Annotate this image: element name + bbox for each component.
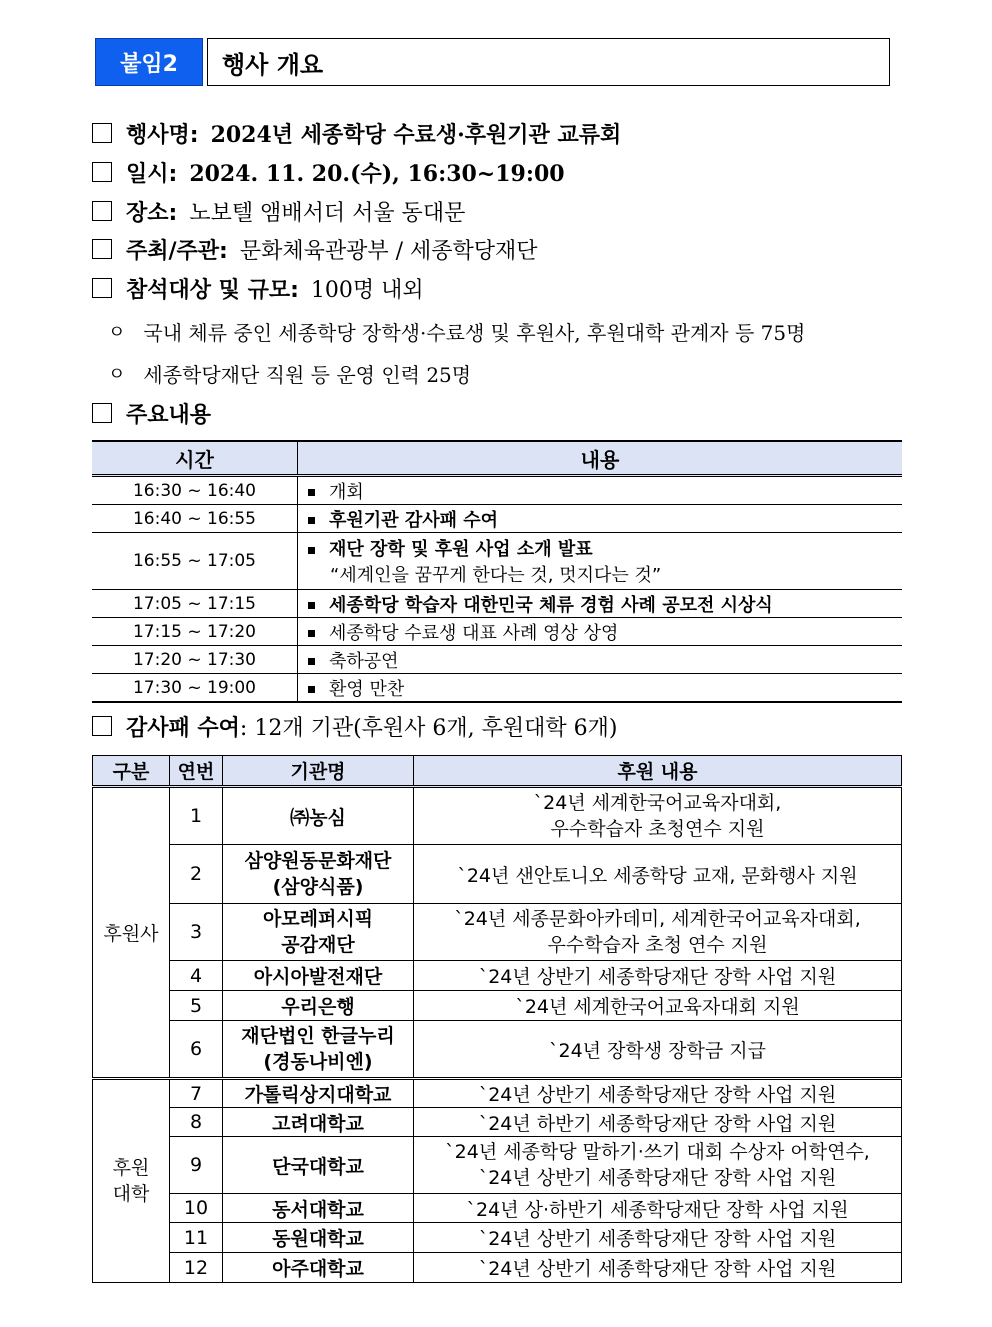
row-no: 4 (170, 961, 223, 991)
table-row (93, 1223, 902, 1253)
org-name: 아시아발전재단 (223, 961, 414, 991)
checkbox-icon (92, 403, 112, 423)
support-content: `24년 상반기 세종학당재단 장학 사업 지원 (414, 1253, 902, 1283)
awards-table (92, 755, 902, 1283)
schedule-content: 세종학당 학습자 대한민국 체류 경험 사례 공모전 시상식 (298, 590, 903, 618)
square-bullet-icon (308, 517, 315, 524)
attend-item-text: 국내 체류 중인 세종학당 장학생·수료생 및 후원사, 후원대학 관계자 등 75명 (143, 320, 806, 345)
table-row (93, 961, 902, 991)
table-row (93, 1194, 902, 1223)
table-row (93, 1137, 902, 1194)
schedule-time: 17:05 ~ 17:15 (92, 590, 298, 618)
event-name-line (92, 115, 621, 151)
event-attend-value: 100명 내외 (310, 277, 424, 303)
group-sponsors: 후원사 (93, 787, 170, 1079)
schedule-time: 16:40 ~ 16:55 (92, 505, 298, 533)
col-header-time: 시간 (92, 441, 298, 476)
row-no: 10 (170, 1194, 223, 1223)
org-name: 가톨릭상지대학교 (223, 1079, 414, 1108)
support-content: `24년 세계한국어교육자대회 지원 (414, 991, 902, 1021)
row-no: 1 (170, 787, 223, 845)
event-place-value: 노보텔 앰배서더 서울 동대문 (189, 200, 466, 226)
attend-item (108, 355, 471, 391)
checkbox-icon (92, 716, 112, 736)
table-header-row (92, 441, 902, 476)
col-header-group: 구분 (93, 756, 170, 787)
col-header-content: 후원 내용 (414, 756, 902, 787)
schedule-time: 16:30 ~ 16:40 (92, 476, 298, 505)
table-row (92, 505, 902, 533)
table-row (93, 1079, 902, 1108)
org-name: 동서대학교 (223, 1194, 414, 1223)
org-name: 재단법인 한글누리 (경동나비엔) (223, 1021, 414, 1079)
support-content: `24년 상반기 세종학당재단 장학 사업 지원 (414, 1079, 902, 1108)
square-bullet-icon (308, 547, 315, 554)
square-bullet-icon (308, 658, 315, 665)
table-row (93, 991, 902, 1021)
event-date-line (92, 154, 565, 190)
row-no: 3 (170, 904, 223, 961)
support-content: `24년 세종문화아카데미, 세계한국어교육자대회, 우수학습자 초청 연수 지원 (414, 904, 902, 961)
table-row (93, 1108, 902, 1137)
table-row (93, 787, 902, 845)
schedule-section-heading: 주요내용 (92, 395, 223, 431)
circle-bullet-icon: ㅇ (108, 322, 126, 343)
org-name: 아모레퍼시픽 공감재단 (223, 904, 414, 961)
schedule-content: 환영 만찬 (298, 674, 903, 703)
square-bullet-icon (308, 686, 315, 693)
schedule-subtitle: “세계인을 꿈꾸게 한다는 것, 멋지다는 것” (330, 565, 662, 586)
org-name: ㈜농심 (223, 787, 414, 845)
attend-item (108, 313, 805, 349)
support-content: `24년 세종학당 말하기·쓰기 대회 수상자 어학연수, `24년 상반기 세종학당재단 장학 사업 지원 (414, 1137, 902, 1194)
awards-section-heading: 감사패 수여 : 12개 기관(후원사 6개, 후원대학 6개) (92, 708, 617, 744)
schedule-time: 17:20 ~ 17:30 (92, 646, 298, 674)
table-header-row (93, 756, 902, 787)
schedule-table (92, 440, 902, 703)
org-name: 아주대학교 (223, 1253, 414, 1283)
checkbox-icon (92, 239, 112, 259)
event-attend-line (92, 270, 424, 306)
org-name: 단국대학교 (223, 1137, 414, 1194)
support-content: `24년 장학생 장학금 지급 (414, 1021, 902, 1079)
org-name: 동원대학교 (223, 1223, 414, 1253)
org-name: 삼양원동문화재단 (삼양식품) (223, 845, 414, 904)
col-header-org: 기관명 (223, 756, 414, 787)
row-no: 7 (170, 1079, 223, 1108)
support-content: `24년 세계한국어교육자대회, 우수학습자 초청연수 지원 (414, 787, 902, 845)
schedule-time: 16:55 ~ 17:05 (92, 533, 298, 590)
org-name: 고려대학교 (223, 1108, 414, 1137)
row-no: 12 (170, 1253, 223, 1283)
table-row (93, 1253, 902, 1283)
row-no: 11 (170, 1223, 223, 1253)
table-row (93, 845, 902, 904)
row-no: 9 (170, 1137, 223, 1194)
event-host-line (92, 231, 538, 267)
square-bullet-icon (308, 489, 315, 496)
table-row (92, 646, 902, 674)
attend-item-text: 세종학당재단 직원 등 운영 인력 25명 (143, 362, 472, 387)
checkbox-icon (92, 162, 112, 182)
col-header-content: 내용 (298, 441, 903, 476)
schedule-content: 재단 장학 및 후원 사업 소개 발표 “세계인을 꿈꾸게 한다는 것, 멋지다는 것” (298, 533, 903, 590)
support-content: `24년 상반기 세종학당재단 장학 사업 지원 (414, 961, 902, 991)
checkbox-icon (92, 201, 112, 221)
event-attend-label: 참석대상 및 규모: (126, 277, 299, 303)
table-row (93, 1021, 902, 1079)
checkbox-icon (92, 123, 112, 143)
table-row (92, 476, 902, 505)
square-bullet-icon (308, 630, 315, 637)
event-place-label: 장소: (126, 200, 178, 226)
circle-bullet-icon: ㅇ (108, 364, 126, 385)
event-place-line (92, 193, 465, 229)
support-content: `24년 하반기 세종학당재단 장학 사업 지원 (414, 1108, 902, 1137)
event-host-value: 문화체육관광부 / 세종학당재단 (239, 238, 538, 264)
schedule-time: 17:15 ~ 17:20 (92, 618, 298, 646)
row-no: 2 (170, 845, 223, 904)
row-no: 8 (170, 1108, 223, 1137)
awards-summary: : 12개 기관(후원사 6개, 후원대학 6개) (239, 715, 618, 741)
schedule-time: 17:30 ~ 19:00 (92, 674, 298, 703)
group-universities: 후원 대학 (93, 1079, 170, 1283)
schedule-content: 후원기관 감사패 수여 (298, 505, 903, 533)
schedule-content: 축하공연 (298, 646, 903, 674)
row-no: 5 (170, 991, 223, 1021)
support-content: `24년 샌안토니오 세종학당 교재, 문화행사 지원 (414, 845, 902, 904)
event-name-label: 행사명: (126, 122, 199, 148)
support-content: `24년 상반기 세종학당재단 장학 사업 지원 (414, 1223, 902, 1253)
support-content: `24년 상·하반기 세종학당재단 장학 사업 지원 (414, 1194, 902, 1223)
event-name-value: 2024년 세종학당 수료생·후원기관 교류회 (210, 121, 622, 148)
org-name: 우리은행 (223, 991, 414, 1021)
page-title: 행사 개요 (207, 38, 890, 86)
checkbox-icon (92, 278, 112, 298)
col-header-no: 연번 (170, 756, 223, 787)
table-row (93, 904, 902, 961)
table-row (92, 533, 902, 590)
table-row (92, 590, 902, 618)
row-no: 6 (170, 1021, 223, 1079)
square-bullet-icon (308, 602, 315, 609)
schedule-content: 개회 (298, 476, 903, 505)
event-date-value: 2024. 11. 20.(수), 16:30~19:00 (189, 160, 565, 187)
event-date-label: 일시: (126, 161, 178, 187)
attachment-badge: 붙임2 (95, 38, 203, 86)
event-host-label: 주최/주관: (126, 238, 228, 264)
table-row (92, 618, 902, 646)
schedule-content: 세종학당 수료생 대표 사례 영상 상영 (298, 618, 903, 646)
table-row (92, 674, 902, 703)
